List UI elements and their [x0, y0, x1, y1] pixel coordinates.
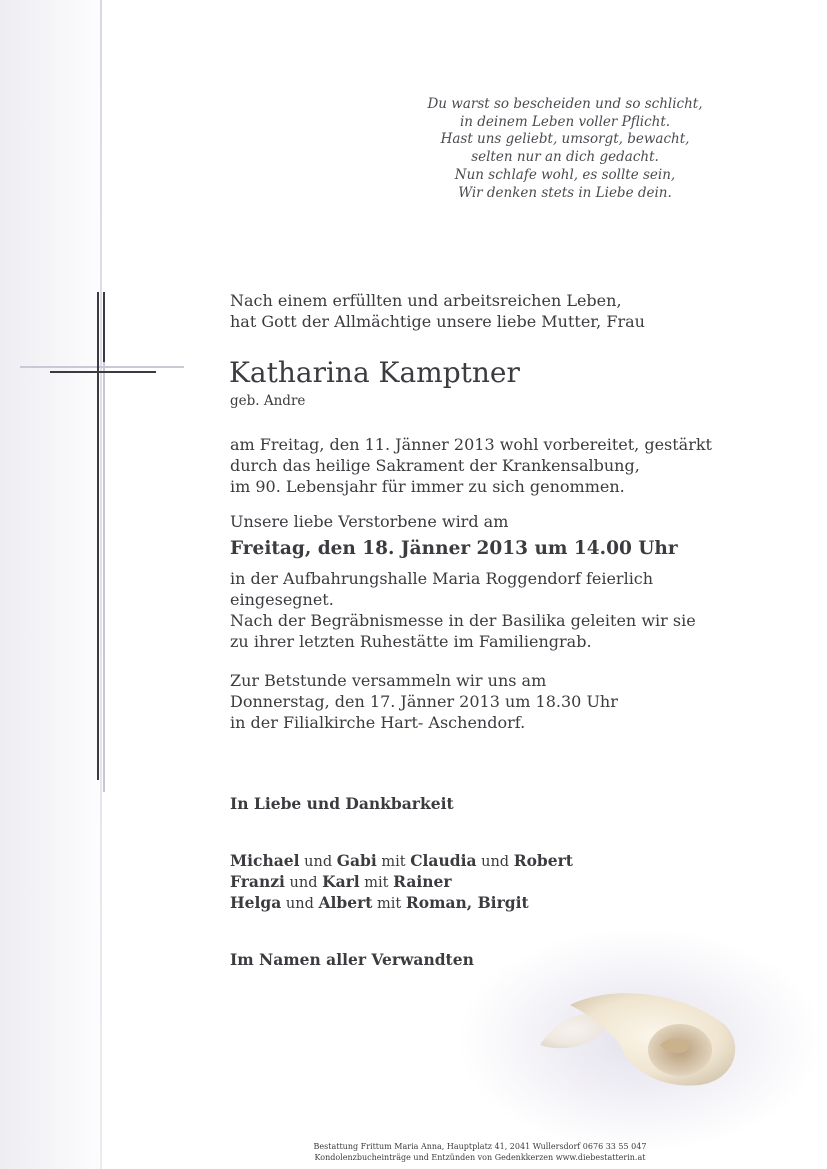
cross-horizontal	[50, 371, 156, 373]
cross-vertical-accent	[103, 292, 105, 362]
funeral-line: Nach der Begräbnismesse in der Basilika geleiten wir sie	[230, 611, 696, 630]
left-panel-edge	[100, 0, 102, 1169]
deceased-name: Katharina Kamptner	[229, 356, 520, 389]
footer-line: Kondolenzbucheinträge und Entzünden von Gedenkkerzen www.diebestatterin.at	[314, 1153, 646, 1162]
family-member: Robert	[513, 851, 573, 870]
family-member: Franzi	[230, 872, 285, 891]
poem	[400, 96, 730, 202]
prayer-line: in der Filialkirche Hart- Aschendorf.	[230, 713, 526, 732]
poem-line: in deinem Leben voller Pflicht.	[459, 113, 671, 130]
family-member: Karl	[322, 872, 360, 891]
family-connector: und	[476, 854, 514, 870]
footer-line: Bestattung Frittum Maria Anna, Hauptplatz 41, 2041 Wullersdorf 0676 33 55 047	[313, 1142, 647, 1151]
family-member: Rainer	[393, 872, 452, 891]
family-connector: mit	[376, 854, 411, 870]
poem-line: Du warst so bescheiden und so schlicht,	[427, 96, 703, 112]
prayer-line: Donnerstag, den 17. Jänner 2013 um 18.30 Uhr	[230, 692, 618, 711]
family-member: Roman, Birgit	[405, 893, 529, 912]
poem-line: Nun schlafe wohl, es sollte sein,	[454, 166, 676, 183]
poem-line: Hast uns geliebt, umsorgt, bewacht,	[440, 131, 690, 148]
family-connector: und	[299, 854, 337, 870]
family-connector: mit	[359, 875, 394, 891]
family-connector: und	[281, 896, 319, 912]
death-line: im 90. Lebensjahr für immer zu sich genommen.	[230, 477, 625, 496]
funeral-line: zu ihrer letzten Ruhestätte im Familiengrab.	[230, 632, 592, 651]
family-member: Albert	[318, 893, 373, 912]
family-line	[230, 893, 573, 914]
poem-line: selten nur an dich gedacht.	[471, 149, 659, 166]
intro-line: Nach einem erfüllten und arbeitsreichen Leben,	[230, 291, 622, 310]
death-line: durch das heilige Sakrament der Krankensalbung,	[230, 456, 640, 475]
prayer-line: Zur Betstunde versammeln wir uns am	[230, 671, 547, 690]
closing-line: In Liebe und Dankbarkeit	[230, 794, 454, 813]
family-member: Michael	[230, 851, 300, 870]
family-member: Claudia	[410, 851, 477, 870]
family-connector: und	[284, 875, 323, 891]
relatives-line: Im Namen aller Verwandten	[230, 950, 474, 969]
cross-shadow-horizontal	[20, 366, 184, 368]
cross-vertical	[97, 292, 99, 780]
family-list	[230, 851, 573, 914]
maiden-name: geb. Andre	[230, 393, 306, 409]
death-notice	[230, 434, 712, 497]
family-connector: mit	[372, 896, 406, 912]
intro-line: hat Gott der Allmächtige unsere liebe Mutter, Frau	[230, 312, 645, 331]
family-member: Helga	[230, 893, 282, 912]
funeral-home-footer	[300, 1141, 660, 1163]
funeral-announce: Unsere liebe Verstorbene wird am	[230, 512, 509, 531]
calla-lily-image	[540, 985, 760, 1095]
death-line: am Freitag, den 11. Jänner 2013 wohl vorbereitet, gestärkt	[230, 435, 712, 454]
funeral-line: eingesegnet.	[230, 590, 334, 609]
funeral-details	[230, 568, 696, 652]
funeral-line: in der Aufbahrungshalle Maria Roggendorf feierlich	[230, 569, 654, 588]
family-line	[230, 872, 573, 893]
funeral-date: Freitag, den 18. Jänner 2013 um 14.00 Uhr	[230, 538, 678, 559]
family-line	[230, 851, 573, 872]
poem-line: Wir denken stets in Liebe dein.	[458, 184, 672, 201]
prayer-hour	[230, 670, 618, 733]
family-member: Gabi	[336, 851, 377, 870]
intro-paragraph	[230, 290, 645, 332]
